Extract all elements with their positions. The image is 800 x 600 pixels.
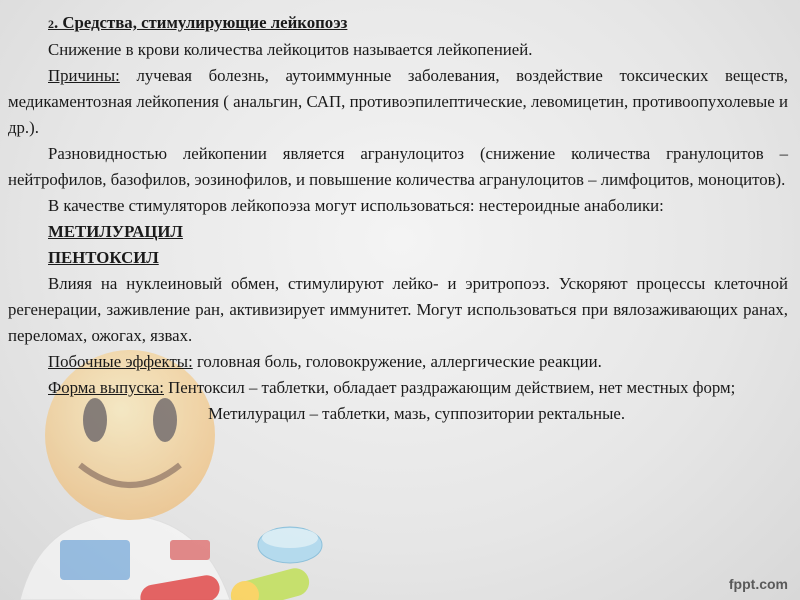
causes-label: Причины:: [48, 66, 120, 85]
paragraph-definition: Снижение в крови количества лейкоцитов называется лейкопенией.: [48, 40, 533, 59]
side-effects-label: Побочные эффекты:: [48, 352, 193, 371]
paragraph-forms: Форма выпуска: Пентоксил – таблетки, обладает раздражающим действием, нет местных форм;: [48, 378, 736, 397]
drug-pentoxyl: ПЕНТОКСИЛ: [48, 248, 159, 267]
forms-label: Форма выпуска:: [48, 378, 164, 397]
paragraph-agranulocytosis: Разновидностью лейкопении является агранулоцитоз (снижение количества гранулоцитов – нейтрофилов, базофилов, эозинофилов, и повышение количества агранулоцитов – лимфоцитов, моноцитов).: [8, 144, 788, 189]
paragraph-mechanism: Влияя на нуклеиновый обмен, стимулируют лейко- и эритропоэз. Ускоряют процессы клеточной регенерации, заживление ран, активизирует иммунитет. Могут использоваться при вялозаживающих ранах, переломах, ожогах, язвах.: [8, 274, 788, 345]
drug-methyluracil: МЕТИЛУРАЦИЛ: [48, 222, 183, 241]
paragraph-causes: Причины: лучевая болезнь, аутоиммунные заболевания, воздействие токсических веществ, медикаментозная лейкопения ( анальгин, САП, противоэпилептические, левомицетин, противоопухолевые и др.).: [8, 66, 788, 137]
slide-body: [8, 10, 788, 427]
paragraph-side-effects: Побочные эффекты: головная боль, головокружение, аллергические реакции.: [48, 352, 602, 371]
paragraph-methyluracil-forms: Метилурацил – таблетки, мазь, суппозитории ректальные.: [208, 404, 626, 423]
slide-title: 2. Средства, стимулирующие лейкопоэз: [48, 13, 348, 32]
paragraph-stimulators: В качестве стимуляторов лейкопоэза могут использоваться: нестероидные анаболики:: [48, 196, 664, 215]
fppt-logo: fppt.com: [728, 576, 788, 592]
